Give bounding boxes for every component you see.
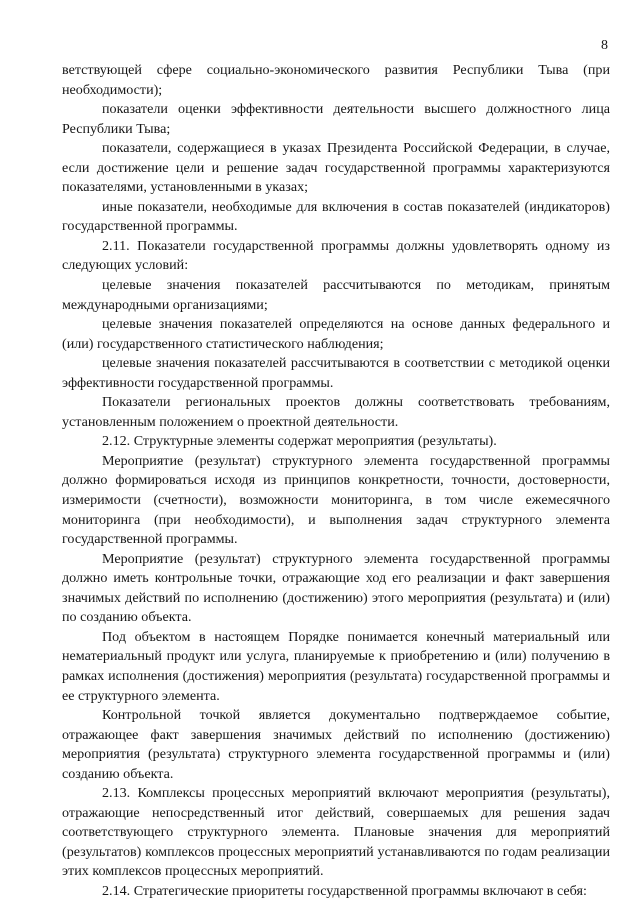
paragraph: 2.14. Стратегические приоритеты государственной программы включают в себя: [102, 882, 587, 899]
paragraph: ветствующей сфере социально-экономического развития Республики Тыва (при необходимости); [62, 62, 610, 98]
paragraph: 2.11. Показатели государственной программы должны удовлетворять одному из следующих условий: [62, 237, 610, 274]
paragraph: показатели, содержащиеся в указах Президента Российской Федерации, в случае, если достижение цели и решение задач государственной программы характеризуются показателями, установленными в указах; [62, 140, 610, 196]
paragraph: целевые значения показателей рассчитываются в соответствии с методикой оценки эффективности государственной программы. [62, 355, 610, 391]
paragraph: целевые значения показателей рассчитываются по методикам, принятым международными организациями; [62, 277, 610, 313]
paragraph: 2.13. Комплексы процессных мероприятий включают мероприятия (результаты), отражающие непосредственный итог действий, совершаемых для решения задач соответствующего структурного элемента. Плановые значения для мероприятий (результатов) комплексов процессных мероприятий устанавливаются по годам реализации этих комплексов процессных мероприятий. [62, 785, 610, 880]
paragraph: Мероприятие (результат) структурного элемента государственной программы должно формироваться исходя из принципов конкретности, точности, достоверности, измеримости (счетности), возможности мониторинга, в том числе ежемесячного мониторинга (при необходимости), и выполнения задач структурного элемента государственной программы. [62, 452, 610, 548]
paragraph: целевые значения показателей определяются на основе данных федерального и (или) государственного статистического наблюдения; [62, 316, 610, 352]
paragraph: 2.12. Структурные элементы содержат мероприятия (результаты). [102, 433, 497, 450]
paragraph: показатели оценки эффективности деятельности высшего должностного лица Республики Тыва; [62, 101, 610, 137]
paragraph: Под объектом в настоящем Порядке понимается конечный материальный или нематериальный продукт или услуга, планируемые к приобретению и (или) получению в рамках исполнения (достижения) мероприятия (результата) государственной программы и ее структурного элемента. [62, 628, 610, 704]
paragraph: иные показатели, необходимые для включения в состав показателей (индикаторов) государственной программы. [62, 198, 610, 235]
paragraph: Контрольной точкой является документально подтверждаемое событие, отражающее факт завершения значимых действий по исполнению (достижению) мероприятия (результата) структурного элемента государственной программы и (или) созданию объекта. [62, 707, 610, 782]
page-number: 8 [601, 38, 608, 53]
paragraph: Мероприятие (результат) структурного элемента государственной программы должно иметь контрольные точки, отражающие ход его реализации и факт завершения значимых действий по исполнению (достижению) этого мероприятия (результата) и (или) по созданию объекта. [62, 550, 610, 626]
document-body [62, 61, 610, 902]
paragraph: Показатели региональных проектов должны соответствовать требованиям, установленным положением о проектной деятельности. [62, 394, 610, 430]
